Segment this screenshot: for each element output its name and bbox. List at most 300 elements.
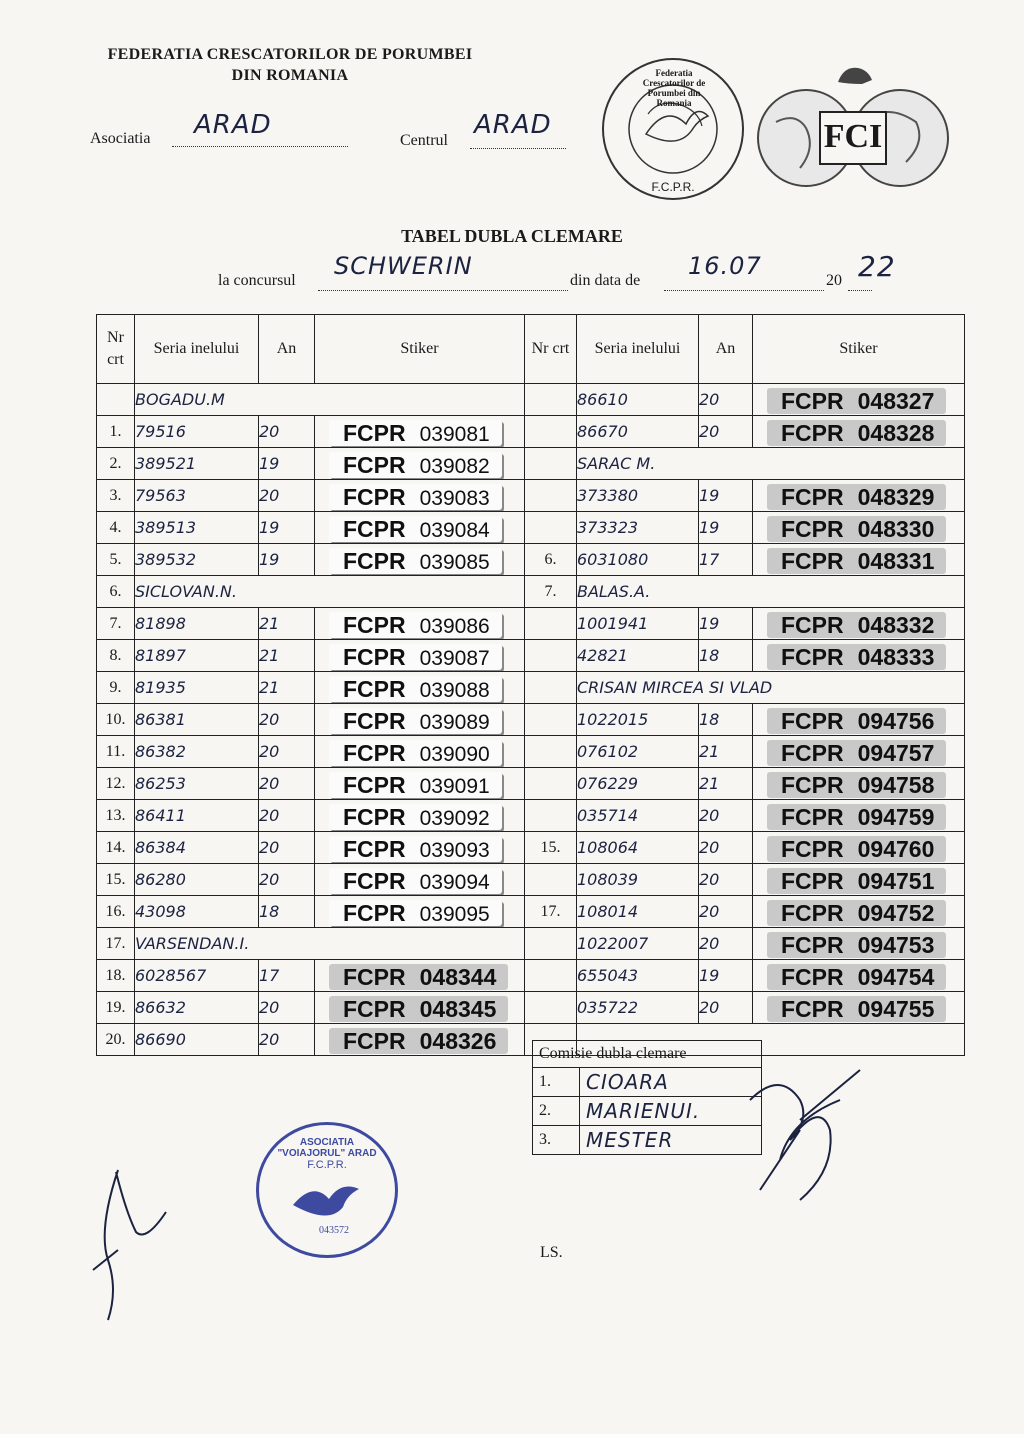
document-title: TABEL DUBLA CLEMARE xyxy=(401,226,623,246)
table-row xyxy=(97,864,965,896)
ring-year: 19 xyxy=(259,512,315,544)
sticker-prefix: FCPR xyxy=(343,899,406,926)
sticker-number: 039090 xyxy=(419,742,490,766)
fcpr-sticker xyxy=(329,516,502,542)
sticker-prefix: FCPR xyxy=(343,835,406,862)
header-nr: Nr crt xyxy=(97,315,135,384)
table-row xyxy=(97,416,965,448)
table-row xyxy=(97,1024,965,1056)
ring-series: 81935 xyxy=(135,672,259,704)
sticker-cell xyxy=(315,640,525,672)
fcpr-sticker xyxy=(767,804,946,830)
ring-year: 21 xyxy=(259,608,315,640)
row-number xyxy=(525,864,577,896)
row-number: 17. xyxy=(97,928,135,960)
ring-year: 20 xyxy=(699,416,753,448)
table-row xyxy=(97,992,965,1024)
date-label: din data de xyxy=(570,272,641,289)
commission-nr: 3. xyxy=(533,1126,580,1155)
sticker-cell xyxy=(753,864,965,896)
fcpr-sticker xyxy=(329,644,502,670)
sticker-number: 039084 xyxy=(419,518,490,542)
sticker-cell xyxy=(315,704,525,736)
row-number xyxy=(525,928,577,960)
owner-name: SARAC M. xyxy=(577,448,965,480)
ring-year: 17 xyxy=(259,960,315,992)
fcpr-sticker xyxy=(329,868,502,894)
sticker-number: 039086 xyxy=(419,614,490,638)
sticker-cell xyxy=(315,992,525,1024)
fcpr-sticker xyxy=(329,964,508,990)
fcpr-sticker xyxy=(329,1028,508,1054)
fcpr-sticker xyxy=(767,420,946,446)
fcpr-sticker xyxy=(329,708,502,734)
ring-series: 035722 xyxy=(577,992,699,1024)
owner-name: BALAS.A. xyxy=(577,576,965,608)
sticker-cell xyxy=(753,832,965,864)
ring-year: 20 xyxy=(259,768,315,800)
sticker-prefix: FCPR xyxy=(343,611,406,638)
commission-signature-icon xyxy=(740,1060,880,1210)
row-number xyxy=(525,512,577,544)
sticker-prefix: FCPR xyxy=(343,451,406,478)
ring-series: 86381 xyxy=(135,704,259,736)
row-number: 14. xyxy=(97,832,135,864)
fci-logo xyxy=(756,52,950,192)
ring-series: 86610 xyxy=(577,384,699,416)
row-number: 10. xyxy=(97,704,135,736)
row-number xyxy=(525,960,577,992)
sticker-number: 048330 xyxy=(857,515,935,542)
row-number: 20. xyxy=(97,1024,135,1056)
fcpr-sticker xyxy=(767,836,946,862)
sticker-cell xyxy=(315,416,525,448)
sticker-cell xyxy=(315,736,525,768)
sticker-prefix: FCPR xyxy=(343,643,406,670)
ring-series: 86382 xyxy=(135,736,259,768)
sticker-cell xyxy=(753,896,965,928)
row-number: 8. xyxy=(97,640,135,672)
ring-year: 20 xyxy=(699,832,753,864)
table-row xyxy=(97,960,965,992)
row-number xyxy=(525,672,577,704)
fcpr-sticker xyxy=(767,932,946,958)
sticker-number: 039081 xyxy=(419,422,490,446)
row-number: 16. xyxy=(97,896,135,928)
ring-year: 20 xyxy=(259,992,315,1024)
fcpr-sticker xyxy=(329,452,502,478)
header-stiker: Stiker xyxy=(315,315,525,384)
row-number: 13. xyxy=(97,800,135,832)
row-number: 3. xyxy=(97,480,135,512)
row-number xyxy=(525,736,577,768)
row-number: 17. xyxy=(525,896,577,928)
date-field xyxy=(664,252,824,291)
sticker-prefix: FCPR xyxy=(343,963,406,990)
row-number: 15. xyxy=(97,864,135,896)
concurs-label: la concursul xyxy=(218,272,296,289)
ring-year: 20 xyxy=(259,800,315,832)
asociatia-field xyxy=(172,110,348,147)
fcpr-sticker xyxy=(767,740,946,766)
row-number xyxy=(525,800,577,832)
row-number xyxy=(525,608,577,640)
sticker-prefix: FCPR xyxy=(781,931,844,958)
concurs-value: SCHWERIN xyxy=(334,252,473,280)
row-number: 4. xyxy=(97,512,135,544)
table-row xyxy=(97,576,965,608)
double-clamp-table xyxy=(96,314,965,1056)
ring-series: 81898 xyxy=(135,608,259,640)
owner-name: SICLOVAN.N. xyxy=(135,576,525,608)
sticker-number: 048329 xyxy=(857,483,935,510)
ring-year: 20 xyxy=(259,832,315,864)
ring-series: 076229 xyxy=(577,768,699,800)
commission-row xyxy=(533,1068,762,1097)
fcpr-sticker xyxy=(767,868,946,894)
row-number: 11. xyxy=(97,736,135,768)
sticker-cell xyxy=(753,640,965,672)
sticker-number: 048345 xyxy=(419,995,497,1022)
sticker-prefix: FCPR xyxy=(343,419,406,446)
sticker-cell xyxy=(315,1024,525,1056)
ring-series: 1022015 xyxy=(577,704,699,736)
federation-title xyxy=(70,44,510,86)
sticker-cell xyxy=(315,672,525,704)
ring-year: 17 xyxy=(699,544,753,576)
ring-series: 108064 xyxy=(577,832,699,864)
sticker-number: 039091 xyxy=(419,774,490,798)
ring-series: 6031080 xyxy=(577,544,699,576)
sticker-cell xyxy=(753,416,965,448)
sticker-cell xyxy=(315,960,525,992)
header-an: An xyxy=(259,315,315,384)
sticker-cell xyxy=(315,864,525,896)
sticker-number: 039093 xyxy=(419,838,490,862)
ring-series: 86253 xyxy=(135,768,259,800)
fcpr-sticker xyxy=(329,772,502,798)
ring-year: 19 xyxy=(699,608,753,640)
sticker-cell xyxy=(753,704,965,736)
row-number: 6. xyxy=(525,544,577,576)
row-number xyxy=(525,768,577,800)
sticker-prefix: FCPR xyxy=(781,547,844,574)
sticker-number: 048331 xyxy=(857,547,935,574)
sticker-prefix: FCPR xyxy=(781,867,844,894)
fcpr-sticker xyxy=(329,996,508,1022)
ring-year: 18 xyxy=(699,704,753,736)
sticker-number: 039095 xyxy=(419,902,490,926)
sticker-number: 039092 xyxy=(419,806,490,830)
sticker-number: 048327 xyxy=(857,387,935,414)
sticker-prefix: FCPR xyxy=(343,995,406,1022)
centrul-value: ARAD xyxy=(474,110,552,140)
ring-series: 373323 xyxy=(577,512,699,544)
centrul-label: Centrul xyxy=(400,132,448,149)
commission-member-name: MESTER xyxy=(580,1126,762,1155)
sticker-prefix: FCPR xyxy=(343,547,406,574)
fcpr-sticker xyxy=(329,676,502,702)
fcpr-ring-text: Federatia Crescatorilor de Porumbei din Romania xyxy=(642,68,706,108)
table-row xyxy=(97,896,965,928)
federation-line-2: DIN ROMANIA xyxy=(231,67,349,84)
ring-year: 20 xyxy=(259,1024,315,1056)
ring-year: 21 xyxy=(699,736,753,768)
sticker-cell xyxy=(753,736,965,768)
sticker-cell xyxy=(315,480,525,512)
sticker-cell xyxy=(315,512,525,544)
row-number xyxy=(525,480,577,512)
ring-year: 20 xyxy=(699,928,753,960)
row-number: 9. xyxy=(97,672,135,704)
ring-series: 1022007 xyxy=(577,928,699,960)
sticker-prefix: FCPR xyxy=(781,643,844,670)
sticker-number: 039087 xyxy=(419,646,490,670)
table-row xyxy=(97,672,965,704)
fcpr-sticker xyxy=(329,484,502,510)
fcpr-sticker xyxy=(767,612,946,638)
sticker-prefix: FCPR xyxy=(343,483,406,510)
ring-series: 86632 xyxy=(135,992,259,1024)
ring-year: 21 xyxy=(699,768,753,800)
sticker-prefix: FCPR xyxy=(343,675,406,702)
sticker-cell xyxy=(753,928,965,960)
ring-series: 389532 xyxy=(135,544,259,576)
ring-year: 20 xyxy=(259,480,315,512)
fcpr-sticker xyxy=(329,740,502,766)
sticker-cell xyxy=(753,512,965,544)
fcpr-sticker xyxy=(767,772,946,798)
ring-year: 19 xyxy=(259,448,315,480)
fcpr-sticker xyxy=(329,836,502,862)
fcpr-sticker xyxy=(767,548,946,574)
row-number: 5. xyxy=(97,544,135,576)
table-row xyxy=(97,736,965,768)
ring-series: 076102 xyxy=(577,736,699,768)
table-row xyxy=(97,608,965,640)
sticker-number: 039094 xyxy=(419,870,490,894)
sticker-prefix: FCPR xyxy=(343,867,406,894)
association-stamp xyxy=(256,1122,398,1258)
table-row xyxy=(97,512,965,544)
sticker-number: 094760 xyxy=(857,835,935,862)
row-number xyxy=(525,704,577,736)
ring-year: 20 xyxy=(699,800,753,832)
header-an: An xyxy=(699,315,753,384)
commission-row xyxy=(533,1126,762,1155)
ring-series: 79516 xyxy=(135,416,259,448)
fci-text: FCI xyxy=(823,118,883,155)
ring-year: 20 xyxy=(259,416,315,448)
asociatia-value: ARAD xyxy=(194,110,272,140)
commission-member-name: MARIENUI. xyxy=(580,1097,762,1126)
sticker-number: 039089 xyxy=(419,710,490,734)
ring-series: 79563 xyxy=(135,480,259,512)
commission-member-name: CIOARA xyxy=(580,1068,762,1097)
ring-series: 389513 xyxy=(135,512,259,544)
fcpr-sticker xyxy=(329,548,502,574)
row-number xyxy=(97,384,135,416)
sticker-number: 094756 xyxy=(857,707,935,734)
row-number: 18. xyxy=(97,960,135,992)
fcpr-sticker xyxy=(329,900,502,926)
ring-series: 389521 xyxy=(135,448,259,480)
table-row xyxy=(97,832,965,864)
table-row xyxy=(97,480,965,512)
sticker-prefix: FCPR xyxy=(781,387,844,414)
ring-year: 20 xyxy=(699,864,753,896)
ring-year: 20 xyxy=(699,384,753,416)
table-row xyxy=(97,800,965,832)
ring-series: 373380 xyxy=(577,480,699,512)
sticker-cell xyxy=(753,960,965,992)
ring-series: 1001941 xyxy=(577,608,699,640)
stamp-abbr: F.C.P.R. xyxy=(307,1159,347,1171)
header-seria: Seria inelului xyxy=(135,315,259,384)
commission-row xyxy=(533,1097,762,1126)
fcpr-sticker xyxy=(767,388,946,414)
commission-table xyxy=(532,1040,762,1155)
fcpr-abbr: F.C.P.R. xyxy=(651,180,695,194)
owner-name: CRISAN MIRCEA SI VLAD xyxy=(577,672,965,704)
table-header-row xyxy=(97,315,965,384)
sticker-cell xyxy=(315,768,525,800)
sticker-cell xyxy=(315,896,525,928)
ring-series: 035714 xyxy=(577,800,699,832)
sticker-number: 094755 xyxy=(857,995,935,1022)
owner-name: VARSENDAN.I. xyxy=(135,928,525,960)
row-number: 12. xyxy=(97,768,135,800)
header-seria: Seria inelului xyxy=(577,315,699,384)
row-number: 7. xyxy=(97,608,135,640)
ring-series: 86280 xyxy=(135,864,259,896)
row-number xyxy=(525,416,577,448)
ring-year: 21 xyxy=(259,640,315,672)
ring-year: 21 xyxy=(259,672,315,704)
sticker-cell xyxy=(315,832,525,864)
fcpr-sticker xyxy=(767,516,946,542)
date-value: 16.07 xyxy=(688,252,762,280)
stamp-text: ASOCIATIA "VOIAJORUL" ARAD xyxy=(277,1137,377,1159)
ring-series: 108039 xyxy=(577,864,699,896)
sticker-prefix: FCPR xyxy=(781,515,844,542)
sticker-cell xyxy=(753,768,965,800)
ring-series: 42821 xyxy=(577,640,699,672)
fcpr-sticker xyxy=(767,964,946,990)
fcpr-sticker xyxy=(767,484,946,510)
sticker-number: 094757 xyxy=(857,739,935,766)
row-number: 6. xyxy=(97,576,135,608)
row-number xyxy=(525,992,577,1024)
dove-icon xyxy=(287,1175,367,1225)
row-number xyxy=(525,640,577,672)
sticker-cell xyxy=(753,480,965,512)
ring-year: 19 xyxy=(259,544,315,576)
sticker-prefix: FCPR xyxy=(781,835,844,862)
row-number: 1. xyxy=(97,416,135,448)
commission-nr: 1. xyxy=(533,1068,580,1097)
ring-year: 19 xyxy=(699,512,753,544)
fcpr-sticker xyxy=(767,708,946,734)
federation-line-1: FEDERATIA CRESCATORILOR DE PORUMBEI xyxy=(107,46,473,63)
year-field xyxy=(848,250,896,291)
table-row xyxy=(97,640,965,672)
sticker-prefix: FCPR xyxy=(343,707,406,734)
ring-series: 108014 xyxy=(577,896,699,928)
sticker-cell xyxy=(315,544,525,576)
year-prefix: 20 xyxy=(826,272,842,289)
president-signature-icon xyxy=(88,1160,178,1330)
sticker-number: 094758 xyxy=(857,771,935,798)
ring-series: 86690 xyxy=(135,1024,259,1056)
row-number: 2. xyxy=(97,448,135,480)
sticker-prefix: FCPR xyxy=(343,803,406,830)
sticker-prefix: FCPR xyxy=(343,1027,406,1054)
sticker-prefix: FCPR xyxy=(781,963,844,990)
sticker-cell xyxy=(753,992,965,1024)
sticker-cell xyxy=(315,800,525,832)
fcpr-sticker xyxy=(767,900,946,926)
ring-year: 20 xyxy=(259,704,315,736)
row-number xyxy=(525,384,577,416)
fcpr-sticker xyxy=(329,420,502,446)
sticker-prefix: FCPR xyxy=(343,771,406,798)
table-row xyxy=(97,544,965,576)
sticker-prefix: FCPR xyxy=(781,899,844,926)
ring-year: 20 xyxy=(259,736,315,768)
sticker-prefix: FCPR xyxy=(781,739,844,766)
sticker-cell xyxy=(315,608,525,640)
sticker-prefix: FCPR xyxy=(343,739,406,766)
concurs-field xyxy=(318,252,568,291)
ring-series: 86411 xyxy=(135,800,259,832)
sticker-number: 039083 xyxy=(419,486,490,510)
sticker-number: 048332 xyxy=(857,611,935,638)
sticker-cell xyxy=(753,608,965,640)
ring-year: 18 xyxy=(259,896,315,928)
fcpr-sticker xyxy=(329,804,502,830)
fcpr-sticker xyxy=(767,644,946,670)
owner-name: BOGADU.M xyxy=(135,384,525,416)
table-row xyxy=(97,384,965,416)
sticker-cell xyxy=(315,448,525,480)
ls-mark: LS. xyxy=(540,1244,563,1261)
asociatia-label: Asociatia xyxy=(90,130,151,147)
sticker-number: 048326 xyxy=(419,1027,497,1054)
commission-nr: 2. xyxy=(533,1097,580,1126)
header-stiker: Stiker xyxy=(753,315,965,384)
ring-series: 81897 xyxy=(135,640,259,672)
ring-series: 86384 xyxy=(135,832,259,864)
ring-year: 18 xyxy=(699,640,753,672)
row-number: 7. xyxy=(525,576,577,608)
sticker-cell xyxy=(753,800,965,832)
fcpr-sticker xyxy=(329,612,502,638)
sticker-prefix: FCPR xyxy=(781,611,844,638)
sticker-prefix: FCPR xyxy=(343,515,406,542)
sticker-number: 048328 xyxy=(857,419,935,446)
table-row xyxy=(97,704,965,736)
centrul-field xyxy=(470,110,566,149)
header-nr: Nr crt xyxy=(525,315,577,384)
table-row xyxy=(97,928,965,960)
sticker-number: 048333 xyxy=(857,643,935,670)
ring-year: 20 xyxy=(699,896,753,928)
commission-title: Comisie dubla clemare xyxy=(533,1041,762,1068)
ring-year: 20 xyxy=(699,992,753,1024)
sticker-number: 039088 xyxy=(419,678,490,702)
ring-year: 19 xyxy=(699,960,753,992)
